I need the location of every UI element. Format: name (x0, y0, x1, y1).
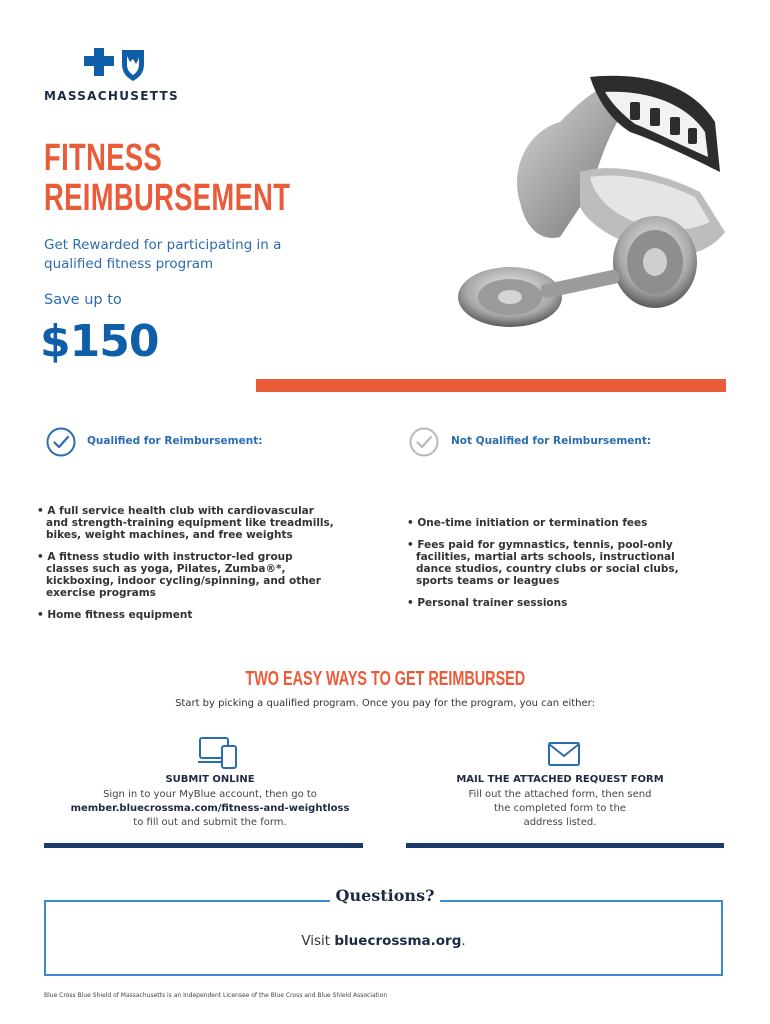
bluecrossma-link[interactable]: bluecrossma.org (334, 933, 462, 949)
ways-title: TWO EASY WAYS TO GET REIMBURSED (245, 668, 525, 690)
list-item: • Personal trainer sessions (407, 597, 568, 609)
envelope-icon (547, 741, 581, 767)
accent-bar (256, 379, 726, 392)
questions-heading: Questions? (330, 886, 440, 905)
mail-form-text: Fill out the attached form, then send the completed form to the address listed. (468, 789, 652, 828)
devices-icon (198, 736, 238, 770)
qualified-list (37, 505, 337, 631)
sneaker-and-weights-icon (440, 62, 730, 338)
list-item: • Fees paid for gymnastics, tennis, pool-only facilities, martial arts schools, instructional dance studios, country clubs or social clubs, sports teams or leagues (407, 539, 679, 587)
check-circle-muted-icon (409, 427, 439, 457)
check-circle-icon (46, 427, 76, 457)
divider-bar (406, 843, 724, 848)
amount: $150 (40, 316, 159, 367)
visit-text: Visit bluecrossma.org. (301, 933, 466, 949)
footer-disclaimer: Blue Cross Blue Shield of Massachusetts is an Independent Licensee of the Blue Cross and Blue Shield Association (44, 992, 388, 999)
submit-online-title: SUBMIT ONLINE (165, 774, 255, 785)
hero-subtitle: Get Rewarded for participating in a qualified fitness program (44, 237, 282, 272)
list-item: • A fitness studio with instructor-led group classes such as yoga, Pilates, Zumba®*, kickboxing, indoor cycling/spinning, and other exercise programs (37, 551, 321, 599)
mail-form-title: MAIL THE ATTACHED REQUEST FORM (456, 774, 664, 785)
divider-bar (44, 843, 363, 848)
submit-online-text: Sign in to your MyBlue account, then go to member.bluecrossma.com/fitness-and-weightloss to fill out and submit the form. (40, 788, 380, 830)
qualified-label: Qualified for Reimbursement: (87, 435, 263, 447)
brand-name: MASSACHUSETTS (44, 89, 179, 103)
list-item: • One-time initiation or termination fees (407, 517, 648, 529)
save-label: Save up to (44, 292, 122, 308)
page-title: FITNESS REIMBURSEMENT (44, 137, 291, 219)
member-link[interactable]: member.bluecrossma.com/fitness-and-weightloss (70, 803, 350, 814)
not-qualified-label: Not Qualified for Reimbursement: (451, 435, 652, 447)
list-item: • A full service health club with cardiovascular and strength-training equipment like treadmills, bikes, weight machines, and free weights (37, 505, 334, 541)
not-qualified-list (407, 517, 707, 619)
list-item: • Home fitness equipment (37, 609, 193, 621)
ways-subtitle: Start by picking a qualified program. Once you pay for the program, you can either: (175, 698, 595, 709)
